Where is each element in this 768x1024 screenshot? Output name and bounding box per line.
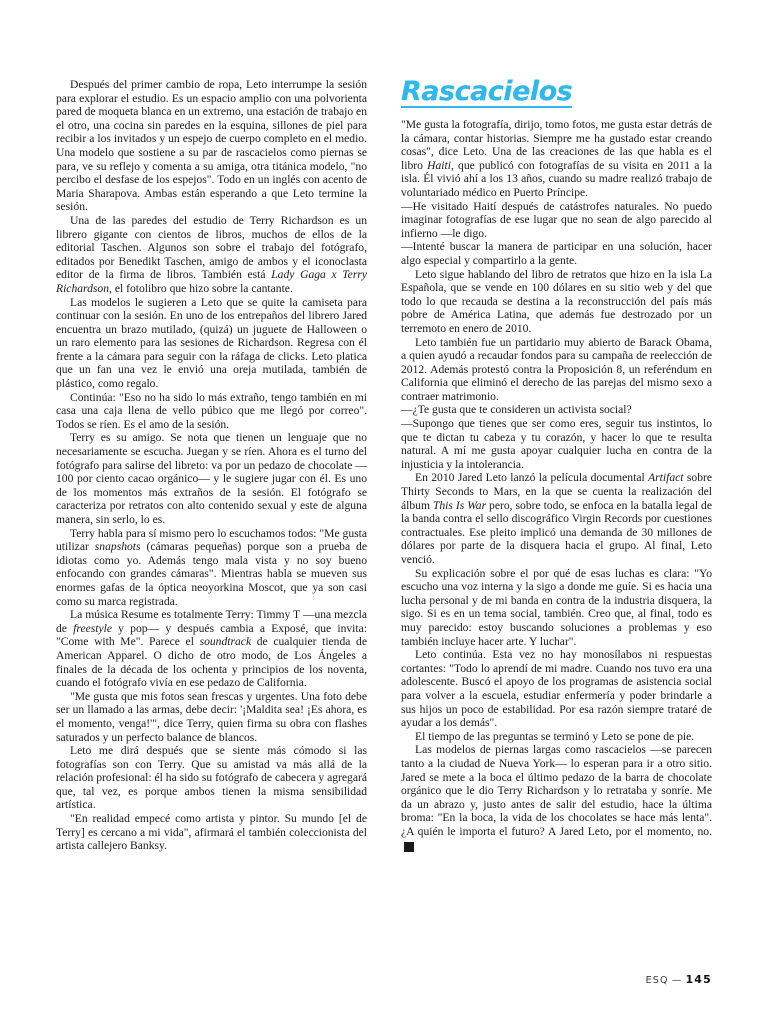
- page-footer: [646, 973, 712, 986]
- paragraph: La música Resume es totalmente Terry: Timmy T —una mezcla de freestyle y pop— y después cambia a Exposé, que invita: "Come with Me". Parece el soundtrack de cualquier tienda de American Apparel. O dicho de otro modo, de Los Ángeles a finales de la década de los ochenta y principios de los noventa, cuando el fotógrafo vivía en ese pedazo de California.: [56, 608, 367, 690]
- left-column: [56, 78, 367, 958]
- article-columns: [56, 78, 712, 958]
- paragraph: "En realidad empecé como artista y pintor. Su mundo [el de Terry] es cercano a mi vida", afirmará el también coleccionista del artista callejero Banksy.: [56, 812, 367, 853]
- paragraph: Después del primer cambio de ropa, Leto interrumpe la sesión para explorar el estudio. Es un espacio amplio con una polvorienta pared de moqueta blanca en un extremo, una estación de trabajo en el otro, una cocina sin paredes en la esquina, sillones de piel para recibir a los invitados y un espejo de cuerpo completo en el medio. Una modelo que sostiene a su par de rascacielos como piernas se para, ve su reflejo y comenta a su amiga, otra titánica modelo, "no percibo el desfase de los espejos". Todo en un inglés con acento de Maria Sharapova. Ambas están esperando a que Leto termine la sesión.: [56, 78, 367, 214]
- paragraph: Leto también fue un partidario muy abierto de Barack Obama, a quien ayudó a recaudar fondos para su campaña de reelección de 2012. Además protestó contra la Proposición 8, un referéndum en California que eliminó el derecho de las parejas del mismo sexo a contraer matrimonio.: [401, 335, 712, 403]
- paragraph: El tiempo de las preguntas se terminó y Leto se pone de pie.: [415, 729, 695, 743]
- right-column: [401, 78, 712, 958]
- paragraph: Su explicación sobre el por qué de esas luchas es clara: "Yo escucho una voz interna y la sigo a donde me guíe. Si es hacia una lucha personal y de mi banda en contra de la industria disquera, la sigo. Si es en un tema social, también. Creo que, al final, todo es muy parecido: estoy buscando soluciones a problemas y eso también incluye hacer arte. Y luchar".: [401, 566, 712, 648]
- paragraph: "Me gusta que mis fotos sean frescas y urgentes. Una foto debe ser un llamado a las armas, debe decir: '¡Maldita sea! ¡Es ahora, es el momento, venga!'", dice Terry, quien firma su obra con flashes saturados y un perfecto balance de blancos.: [56, 689, 367, 744]
- paragraph: "Me gusta la fotografía, dirijo, tomo fotos, me gusta estar detrás de la cámara, contar historias. Siempre me ha gustado estar creando cosas", dice Leto. Una de las creaciones de las que habla es el libro Haiti, que publicó con fotografías de su visita en 2011 a la isla. Él vivió ahí a los 13 años, cuando su madre realizó trabajo de voluntariado médico en Puerto Príncipe.: [401, 118, 712, 199]
- paragraph: Terry es su amigo. Se nota que tienen un lenguaje que no necesariamente se escucha. Juegan y se ríen. Ahora es el turno del fotógrafo para salirse del libreto: va por un pedazo de chocolate —100 por ciento cacao orgánico— y le sugiere jugar con él. Es uno de los momentos más extraños de la sesión. El fotógrafo se caracteriza por retratos con alto contenido sexual y este de alguna manera, sin serlo, lo es.: [56, 431, 367, 526]
- paragraph-dialogue: —¿Te gusta que te consideren un activista social?: [401, 403, 632, 417]
- headline-text: Rascacielos: [401, 76, 573, 107]
- paragraph: Leto sigue hablando del libro de retratos que hizo en la isla La Española, que se vende en 100 dólares en su sitio web y del que todo lo que recauda se destina a la reconstrucción del país más pobre de América Latina, que además fue destrozado por un terremoto en enero de 2010.: [401, 267, 712, 335]
- paragraph-last: [401, 743, 712, 852]
- footer-dash: —: [671, 975, 683, 986]
- paragraph: Leto me dirá después que se siente más cómodo si las fotografías son con Terry. Que su amistad va más allá de la relación profesional: él ha sido su fotógrafo de cabecera y agregará que, tal vez, es porque ambos tienen la misma sensibilidad artística.: [56, 744, 367, 812]
- paragraph-dialogue: —He visitado Haití después de catástrofes naturales. No puedo imaginar fotografías de ese lugar que no sean de algo parecido al infierno —le digo.: [401, 199, 712, 240]
- page-number: 145: [685, 973, 712, 986]
- paragraph: Las modelos le sugieren a Leto que se quite la camiseta para continuar con la sesión. En uno de los entrepaños del librero Jared encuentra un brazo mutilado, (quizá) un juguete de Halloween o un raro elemento para las sesiones de Richardson. Regresa con él frente a la cámara para seguir con la ráfaga de clicks. Leto platica que un fan una vez le envió una oreja mutilada, también de plástico, como regalo.: [56, 295, 367, 391]
- end-mark: E: [404, 842, 414, 852]
- paragraph-dialogue: —Supongo que tienes que ser como eres, seguir tus instintos, lo que te dictan tu cabeza y tu corazón, y hacer lo que te resulta natural. A mí me gusta apoyar cualquier lucha en contra de la injusticia y la intolerancia.: [401, 417, 712, 471]
- paragraph: Una de las paredes del estudio de Terry Richardson es un librero gigante con cientos de libros, muchos de ellos de la editorial Taschen. Algunos son sobre el trabajo del fotógrafo, editados por Benedikt Taschen, amigo de ambos y el iconoclasta editor de la firma de libros. También está Lady Gaga x Terry Richardson, el fotolibro que hizo sobre la cantante.: [56, 213, 367, 295]
- article-headline: [401, 78, 712, 108]
- paragraph-text: Las modelos de piernas largas como rascacielos —se parecen tanto a la ciudad de Nueva York— lo esperan para ir a otro sitio. Jared se mete a la boca el último pedazo de la barra de chocolate orgánico que le dio Terry Richardson y lo retrataba y sonríe. Me da un abrazo y, justo antes de salir del estudio, hace la última broma: "En la boca, la vida de los chocolates se hace más lenta". ¿A quién le importa el futuro? A Jared Leto, por el momento, no.: [401, 743, 712, 838]
- magazine-name: ESQ: [645, 975, 669, 986]
- paragraph-dialogue: —Intenté buscar la manera de participar en una solución, hacer algo especial y compartirlo a la gente.: [401, 240, 712, 267]
- paragraph: Continúa: "Eso no ha sido lo más extraño, tengo también en mi casa una caja llena de vello púbico que me llegó por correo". Todos se ríen. Es el amo de la sesión.: [56, 390, 367, 431]
- paragraph: En 2010 Jared Leto lanzó la película documental Artifact sobre Thirty Seconds to Mars, en la que se cuenta la realización del álbum This Is War pero, sobre todo, se enfoca en la batalla legal de la banda contra el sello discográfico Virgin Records por cuestiones contractuales. Ese pleito implicó una demanda de 30 millones de dólares por parte de la disquera hacia el grupo. Al final, Leto venció.: [401, 471, 712, 566]
- paragraph: Leto continúa. Esta vez no hay monosílabos ni respuestas cortantes: "Todo lo aprendí de mi madre. Cuando nos tuvo era una adolescente. Buscó el apoyo de los programas de asistencia social para volver a la escuela, estudiar enfermería y poder brindarle a sus hijos un poco de estabilidad. Por esa razón siempre trataré de ayudar a los demás".: [401, 648, 712, 730]
- paragraph: Terry habla para sí mismo pero lo escuchamos todos: "Me gusta utilizar snapshots (cámaras pequeñas) porque son a prueba de idiotas como yo. Además tengo mala vista y no soy bueno enfocando con grandes cámaras". Mientras habla se mueven sus enormes gafas de la óptica neoyorkina Moscot, que ya son casi como su marca registrada.: [56, 526, 367, 608]
